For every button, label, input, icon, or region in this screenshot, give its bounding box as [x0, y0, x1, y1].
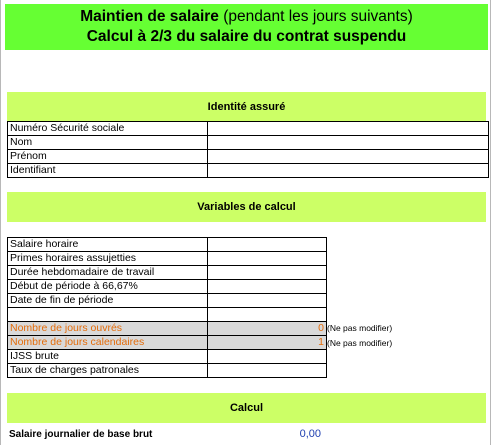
title-bold: Maintien de salaire	[80, 8, 219, 25]
table-row	[8, 294, 327, 308]
row-label	[8, 308, 208, 322]
row-label: Nombre de jours ouvrés	[8, 322, 208, 336]
section-header-identite: Identité assuré	[7, 92, 486, 122]
locked-cell-jours-ouvres: 0	[208, 322, 327, 336]
title-band	[5, 4, 488, 50]
table-row	[8, 136, 489, 150]
row-label: Durée hebdomadaire de travail	[8, 266, 208, 280]
table-row	[8, 280, 327, 294]
row-label: Nombre de jours calendaires	[8, 336, 208, 350]
table-row	[8, 164, 489, 178]
input-cell-ijss[interactable]	[208, 350, 327, 364]
table-row	[8, 252, 327, 266]
input-cell-prenom[interactable]	[208, 150, 489, 164]
locked-cell-jours-calendaires: 1	[208, 336, 327, 350]
variables-table	[7, 237, 327, 378]
row-label: Nom	[8, 136, 208, 150]
section-header-calcul: Calcul	[7, 393, 486, 423]
table-row	[8, 266, 327, 280]
input-cell-salaire-horaire[interactable]	[208, 238, 327, 252]
input-cell-secu[interactable]	[208, 122, 489, 136]
note-ne-pas-modifier: (Ne pas modifier)	[327, 338, 393, 348]
row-label: Prénom	[8, 150, 208, 164]
table-row	[8, 364, 327, 378]
row-label: Début de période à 66,67%	[8, 280, 208, 294]
title-normal: (pendant les jours suivants)	[218, 8, 413, 25]
input-cell-identifiant[interactable]	[208, 164, 489, 178]
page-title	[80, 7, 413, 27]
row-label: Salaire horaire	[8, 238, 208, 252]
row-label: Identifiant	[8, 164, 208, 178]
input-cell-nom[interactable]	[208, 136, 489, 150]
page-subtitle: Calcul à 2/3 du salaire du contrat suspendu	[86, 28, 407, 45]
input-cell-taux-charges[interactable]	[208, 364, 327, 378]
table-row	[8, 322, 327, 336]
row-label: Numéro Sécurité sociale	[8, 122, 208, 136]
table-row	[8, 150, 489, 164]
row-label: Taux de charges patronales	[8, 364, 208, 378]
table-row	[8, 350, 327, 364]
table-row	[8, 336, 327, 350]
section-header-variables: Variables de calcul	[7, 192, 486, 222]
table-row	[8, 238, 327, 252]
input-cell-debut-periode[interactable]	[208, 280, 327, 294]
empty-cell[interactable]	[208, 308, 327, 322]
input-cell-primes[interactable]	[208, 252, 327, 266]
identite-table	[7, 121, 489, 178]
table-row	[8, 122, 489, 136]
row-label: Primes horaires assujetties	[8, 252, 208, 266]
input-cell-duree[interactable]	[208, 266, 327, 280]
salaire-journalier-value: 0,00	[299, 428, 321, 440]
row-label: IJSS brute	[8, 350, 208, 364]
input-cell-fin-periode[interactable]	[208, 294, 327, 308]
table-row	[8, 308, 327, 322]
salaire-journalier-label: Salaire journalier de base brut	[9, 429, 153, 440]
row-label: Date de fin de période	[8, 294, 208, 308]
note-ne-pas-modifier: (Ne pas modifier)	[327, 323, 393, 333]
